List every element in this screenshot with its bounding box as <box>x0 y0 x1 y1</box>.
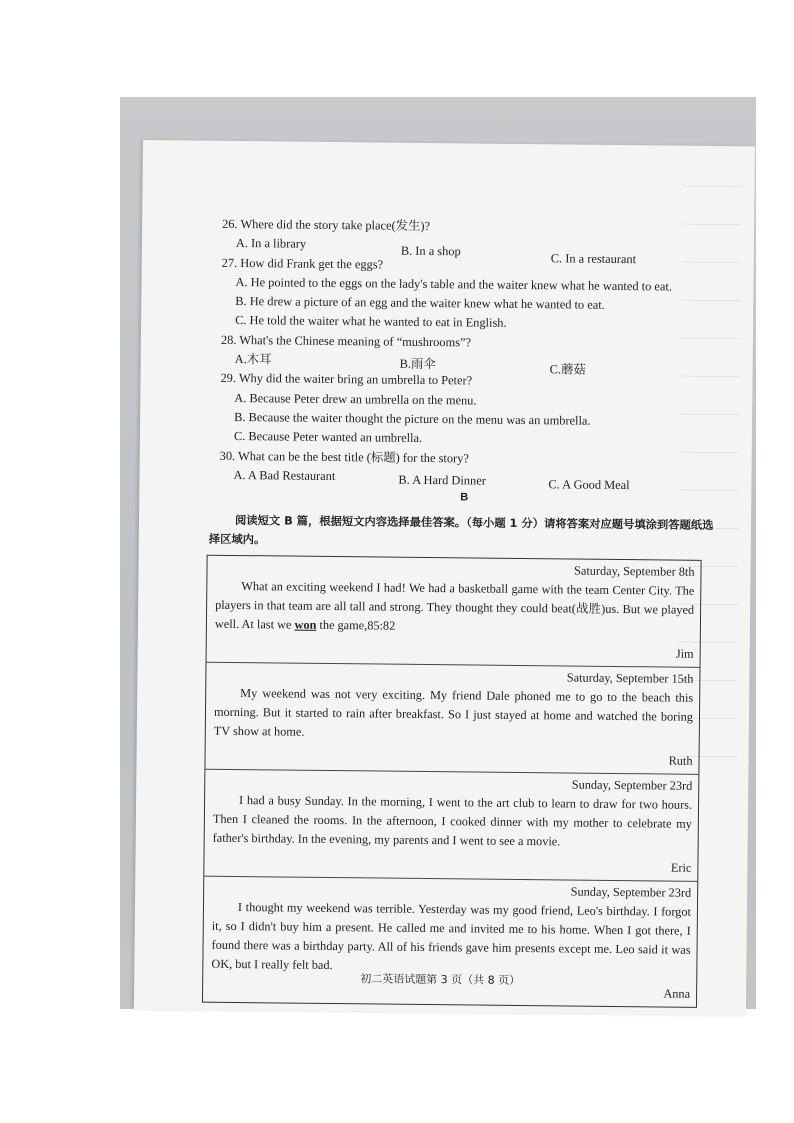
option-c: C. He told the waiter what he wanted to eat in English. <box>235 313 507 331</box>
question-text: 26. Where did the story take place(发生)? <box>222 216 431 234</box>
option-b: B. In a shop <box>400 244 461 259</box>
option-c: C. Because Peter wanted an umbrella. <box>233 429 423 446</box>
option-a: A. He pointed to the eggs on the lady's table and the waiter knew what he wanted to eat. <box>235 274 673 294</box>
entry-author: Eric <box>670 860 692 875</box>
section-label: B <box>460 491 469 504</box>
question-30 <box>219 446 719 490</box>
question-29 <box>220 369 721 451</box>
entry-date: Saturday, September 15th <box>566 670 694 686</box>
question-text: 28. What's the Chinese meaning of “mushrooms”? <box>220 332 472 350</box>
option-a: A. A Bad Restaurant <box>233 467 336 483</box>
option-row <box>219 466 719 491</box>
question-28 <box>221 331 721 375</box>
option-b: B. He drew a picture of an egg and the waiter knew what he wanted to eat. <box>235 294 605 313</box>
option-a: A. In a library <box>235 236 307 252</box>
entry-author: Anna <box>663 986 691 1001</box>
entry-text: My weekend was not very exciting. My friend Dale phoned me to go to the beach this morning. But it started to rain after breakfast. So I just stayed at home and watched the boring TV show at home. <box>213 686 694 739</box>
option-c: C. In a restaurant <box>550 251 637 267</box>
question-text: 27. How did Frank get the eggs? <box>221 255 384 272</box>
entry-author: Jim <box>675 646 694 661</box>
question-text: 30. What can be the best title (标题) for the story? <box>219 448 469 465</box>
diary-table <box>202 555 702 1008</box>
option-a: A. Because Peter drew an umbrella on the menu. <box>234 390 477 408</box>
section-instructions: 阅读短文 B 篇，根据短文内容选择最佳答案。（每小题 1 分）请将答案对应题号填涂到答题纸选择区域内。 <box>208 514 714 547</box>
diary-entry-jim <box>207 556 701 668</box>
entry-date: Saturday, September 8th <box>574 563 695 579</box>
exam-page <box>134 140 755 1015</box>
entry-text-part: What an exciting weekend I had! We had a basketball game with the team Center City. The players in that team are all tall and strong. They thought they could beat(战胜)us. But we played well. At last we <box>214 579 695 632</box>
question-27 <box>221 253 722 335</box>
page-footer: 初二英语试题第 3 页（共 8 页） <box>360 972 521 987</box>
entry-text <box>215 577 695 639</box>
option-a: A.木耳 <box>234 352 272 367</box>
page-content <box>208 215 722 1008</box>
entry-text: I thought my weekend was terrible. Yesterday was my good friend, Leo's birthday. I forgot it, so I didn't buy him a present. He called me and invited me to his home. When I got there, I found there was a birthday party. All of his friends gave him presents except me. Leo said it was OK, but I really felt bad. <box>211 900 692 973</box>
option-c: C. A Good Meal <box>548 477 630 492</box>
entry-text: I had a busy Sunday. In the morning, I went to the art club to learn to draw for two hours. Then I cleaned the rooms. In the afternoon, I cooked dinner with my mother to celebrate my father's birthday. In the evening, my parents and I went to see a movie. <box>212 793 693 849</box>
option-b: B. A Hard Dinner <box>398 472 486 488</box>
option-c: C.蘑菇 <box>549 362 586 377</box>
question-text: 29. Why did the waiter bring an umbrella to Peter? <box>220 371 473 388</box>
option-b: B.雨伞 <box>399 356 436 372</box>
option-b: B. Because the waiter thought the picture on the menu was an umbrella. <box>234 409 591 428</box>
entry-date: Sunday, September 23rd <box>571 777 693 793</box>
diary-entry-eric <box>204 770 698 882</box>
diary-entry-ruth <box>205 663 699 775</box>
entry-date: Sunday, September 23rd <box>570 884 692 900</box>
entry-author: Ruth <box>668 753 693 768</box>
highlighted-word: won <box>294 617 317 632</box>
entry-text-part: the game,85:82 <box>316 617 396 633</box>
